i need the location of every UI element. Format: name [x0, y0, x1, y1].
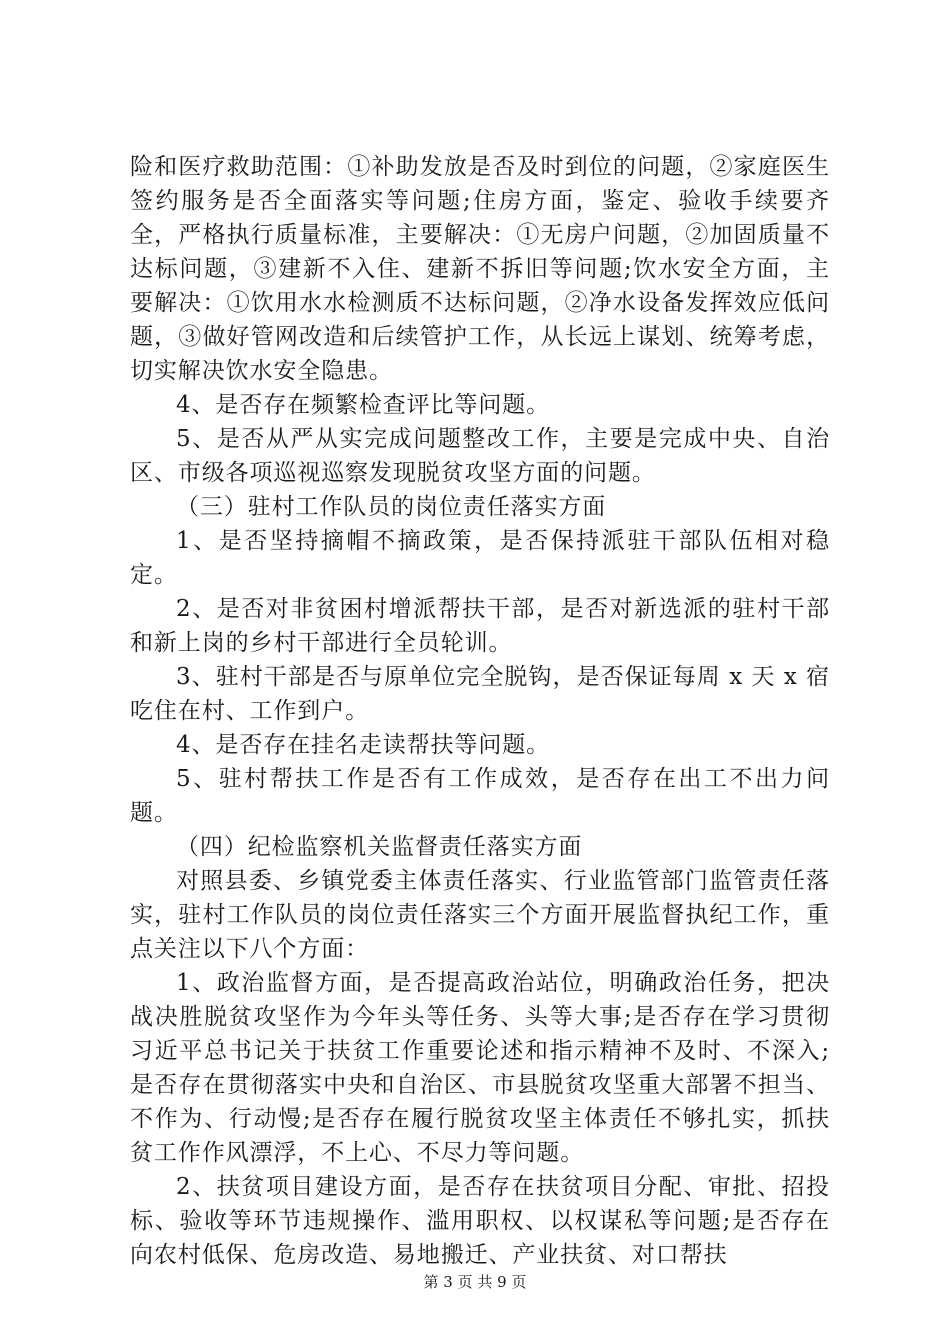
paragraph-item: 3、驻村干部是否与原单位完全脱钩，是否保证每周 x 天 x 宿吃住在村、工作到户。: [130, 664, 830, 724]
paragraph-continuation: 险和医疗救助范围：①补助发放是否及时到位的问题，②家庭医生签约服务是否全面落实等问题;住房方面，鉴定、验收手续要齐全，严格执行质量标准，主要解决：①无房户问题，②加固质量不达标问题，③建新不入住、建新不拆旧等问题;饮水安全方面，主要解决：①饮用水水检测质不达标问题，②净水设备发挥效应低问题，③做好管网改造和后续管护工作，从长远上谋划、统筹考虑，切实解决饮水安全隐患。: [130, 154, 830, 384]
paragraph-item: 4、是否存在频繁检查评比等问题。: [176, 392, 551, 418]
paragraph-item: 2、扶贫项目建设方面，是否存在扶贫项目分配、审批、招投标、验收等环节违规操作、滥用职权、以权谋私等问题;是否存在向农村低保、危房改造、易地搬迁、产业扶贫、对口帮扶: [130, 1174, 830, 1268]
paragraph-item: 5、驻村帮扶工作是否有工作成效，是否存在出工不出力问题。: [130, 766, 830, 826]
paragraph-item: 1、政治监督方面，是否提高政治站位，明确政治任务，把决战决胜脱贫攻坚作为今年头等任务、头等大事;是否存在学习贯彻习近平总书记关于扶贫工作重要论述和指示精神不及时、不深入;是否存在贯彻落实中央和自治区、市县脱贫攻坚重大部署不担当、不作为、行动慢;是否存在履行脱贫攻坚主体责任不够扎实，抓扶贫工作作风漂浮，不上心、不尽力等问题。: [130, 970, 830, 1166]
page-number-footer: 第 3 页 共 9 页: [423, 1273, 527, 1291]
section-heading: （四）纪检监察机关监督责任落实方面: [176, 834, 583, 860]
paragraph-item: 5、是否从严从实完成问题整改工作，主要是完成中央、自治区、市级各项巡视巡察发现脱贫攻坚方面的问题。: [130, 426, 830, 486]
document-body: [130, 150, 830, 1272]
section-heading: （三）驻村工作队员的岗位责任落实方面: [176, 494, 607, 520]
paragraph-item: 2、是否对非贫困村增派帮扶干部，是否对新选派的驻村干部和新上岗的乡村干部进行全员轮训。: [130, 596, 830, 656]
paragraph-intro: 对照县委、乡镇党委主体责任落实、行业监管部门监管责任落实，驻村工作队员的岗位责任落实三个方面开展监督执纪工作，重点关注以下八个方面：: [130, 868, 830, 962]
paragraph-item: 1、是否坚持摘帽不摘政策，是否保持派驻干部队伍相对稳定。: [130, 528, 830, 588]
paragraph-item: 4、是否存在挂名走读帮扶等问题。: [176, 732, 551, 758]
